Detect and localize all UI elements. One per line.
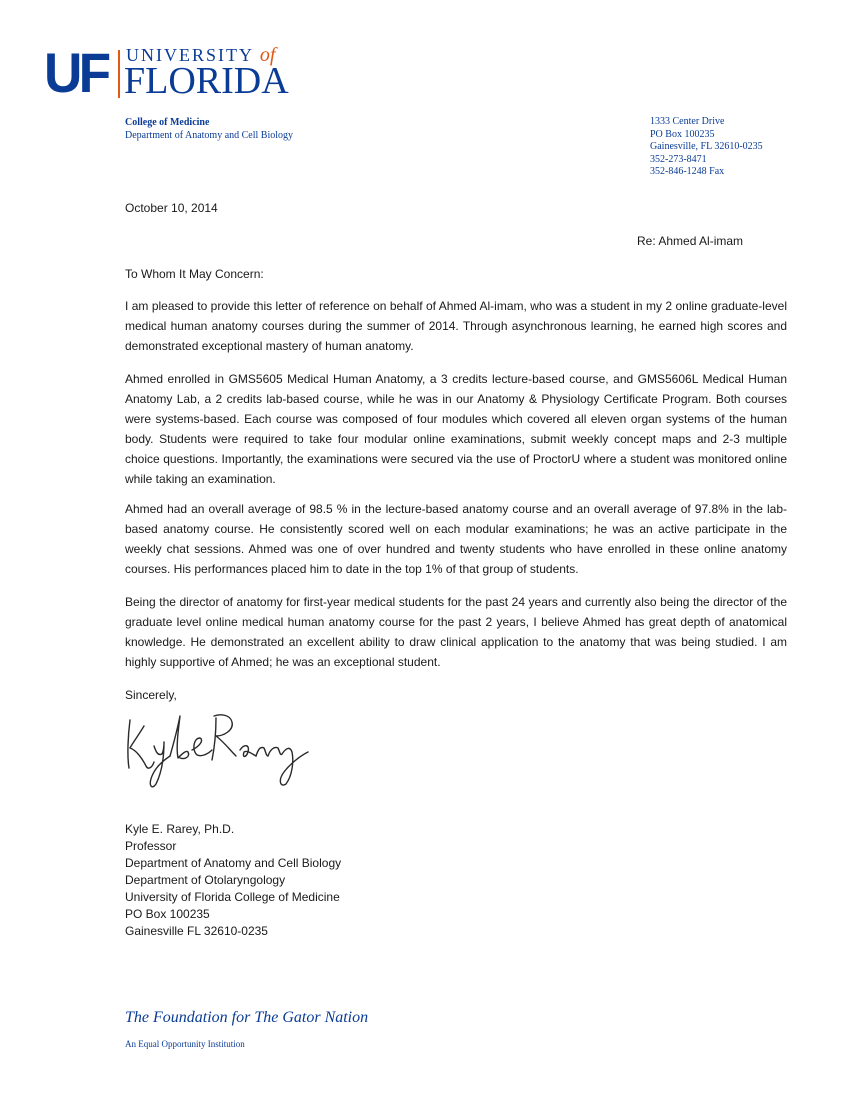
signer-title: Professor — [125, 839, 177, 853]
address-line: PO Box 100235 — [650, 128, 715, 140]
signer-name: Kyle E. Rarey, Ph.D. — [125, 822, 235, 836]
fax-line: 352-846-1248 Fax — [650, 166, 725, 177]
logo-florida-text: FLORIDA — [124, 60, 289, 102]
footer-tagline: The Foundation for The Gator Nation — [125, 1009, 369, 1026]
logo-university-word: UNIVERSITY — [126, 45, 254, 65]
salutation: To Whom It May Concern: — [125, 267, 264, 281]
signer-department: Department of Anatomy and Cell Biology — [125, 856, 342, 870]
address-line: Gainesville, FL 32610-0235 — [650, 141, 763, 152]
logo-of-word: of — [259, 44, 276, 66]
department-name: Department of Anatomy and Cell Biology — [125, 130, 294, 141]
address-line: 1333 Center Drive — [650, 116, 725, 127]
signature-block — [125, 821, 341, 940]
closing: Sincerely, — [125, 688, 177, 702]
logo-divider — [118, 50, 120, 98]
logo-uf-monogram: UF — [44, 41, 108, 104]
signer-city: Gainesville FL 32610-0235 — [125, 924, 268, 938]
letterhead-department — [125, 116, 293, 142]
footer-equal-opportunity: An Equal Opportunity Institution — [125, 1039, 245, 1049]
college-name: College of Medicine — [125, 117, 210, 128]
signer-po-box: PO Box 100235 — [125, 907, 210, 921]
signer-institution: University of Florida College of Medicine — [125, 890, 340, 904]
phone-line: 352-273-8471 — [650, 153, 707, 165]
paragraph: Being the director of anatomy for first-year medical students for the past 24 years and currently also being the director of the graduate level online medical human anatomy course for the past 2 years, I believe Ahmed has great depth of anatomical knowledge. He demonstrated an excellent ability to draw clinical application to the anatomy that was being studied. I am highly supportive of Ahmed; he was an exceptional student. — [125, 595, 787, 669]
letter-date: October 10, 2014 — [125, 201, 218, 215]
paragraph: I am pleased to provide this letter of reference on behalf of Ahmed Al-imam, who was a student in my 2 online graduate-level medical human anatomy courses during the summer of 2014. Through asynchronous learning, he earned high scores and demonstrated exceptional mastery of human anatomy. — [125, 299, 787, 353]
signer-department: Department of Otolaryngology — [125, 873, 286, 887]
letterhead-address — [650, 116, 763, 179]
letter-subject: Re: Ahmed Al-imam — [637, 234, 744, 248]
paragraph: Ahmed enrolled in GMS5605 Medical Human Anatomy, a 3 credits lecture-based course, and GMS5606L Medical Human Anatomy Lab, a 2 credits lab-based course, while he was in our Anatomy & Physiology Certificate Program. Both courses were systems-based. Each course was composed of four modules which covered all eleven organ systems of the human body. Students were required to take four modular online examinations, submit weekly concept maps and 2-3 multiple choice questions. Importantly, the examinations were secured via the use of ProctorU where a student was monitored online while taking an examination. — [125, 372, 787, 486]
paragraph: Ahmed had an overall average of 98.5 % in the lecture-based anatomy course and an overall average of 97.8% in the lab-based anatomy course. He consistently scored well on each modular examinations; he was an active participate in the weekly chat sessions. Ahmed was one of over hundred and twenty students who have enrolled in these online anatomy courses. His performances placed him to date in the top 1% of that group of students. — [125, 502, 787, 576]
handwritten-signature — [120, 706, 320, 794]
